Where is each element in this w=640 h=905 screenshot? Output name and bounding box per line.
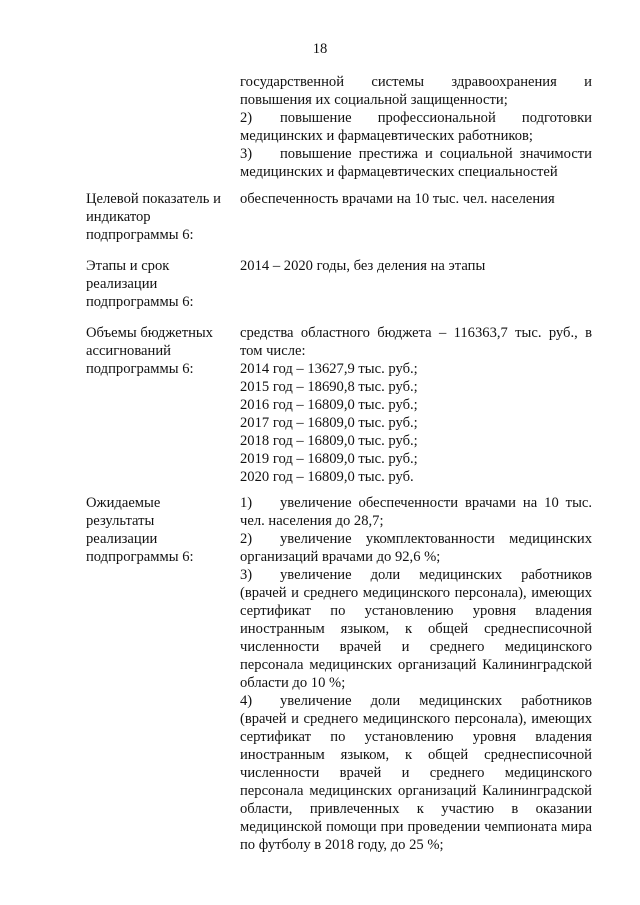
expected-result-3-text: увеличение доли медицинских работников (врачей и среднего медицинского персонала), имеющих сертификат по установлению уровня владения иностранным языком, к общей среднесписочной численности врачей и среднего медицинского персонала медицинских организаций Калининградской области до 10 %; [240, 567, 592, 691]
stages-value: 2014 – 2020 годы, без деления на этапы [240, 258, 486, 274]
stages-label: Этапы и срок реализации подпрограммы 6: [86, 258, 194, 310]
expected-results-label: Ожидаемые результаты реализации подпрограммы 6: [86, 495, 194, 565]
expected-result-1-text: увеличение обеспеченности врачами на 10 тыс. чел. населения до 28,7; [240, 495, 592, 529]
expected-result-4-number: 4) [240, 693, 253, 709]
budget-label: Объемы бюджетных ассигнований подпрограммы 6: [86, 325, 213, 377]
intro-item-2-number: 2) [240, 110, 253, 126]
target-indicator-value: обеспеченность врачами на 10 тыс. чел. населения [240, 191, 555, 207]
intro-block [240, 73, 592, 181]
expected-result-2-text: увеличение укомплектованности медицинских организаций врачами до 92,6 %; [240, 531, 592, 565]
budget-year-2018: 2018 год – 16809,0 тыс. руб.; [240, 433, 418, 449]
expected-results-block [240, 494, 592, 854]
budget-year-2014: 2014 год – 13627,9 тыс. руб.; [240, 361, 418, 377]
target-indicator-label: Целевой показатель и индикатор подпрограммы 6: [86, 191, 221, 243]
budget-year-2015: 2015 год – 18690,8 тыс. руб.; [240, 379, 418, 395]
budget-year-2020: 2020 год – 16809,0 тыс. руб. [240, 469, 414, 485]
expected-result-3 [240, 566, 592, 692]
intro-item-2 [240, 109, 592, 145]
budget-year-2016: 2016 год – 16809,0 тыс. руб.; [240, 397, 418, 413]
expected-result-4 [240, 692, 592, 854]
expected-result-1 [240, 494, 592, 530]
intro-item-3-number: 3) [240, 146, 253, 162]
budget-intro: средства областного бюджета – 116363,7 тыс. руб., в том числе: [240, 325, 592, 359]
budget-year-2019: 2019 год – 16809,0 тыс. руб.; [240, 451, 418, 467]
budget-year-2017: 2017 год – 16809,0 тыс. руб.; [240, 415, 418, 431]
expected-result-3-number: 3) [240, 567, 253, 583]
budget-block [240, 324, 592, 486]
intro-item-1 [240, 73, 592, 109]
intro-item-1-text: государственной системы здравоохранения и повышения их социальной защищенности; [240, 74, 592, 108]
expected-result-2-number: 2) [240, 531, 253, 547]
expected-result-1-number: 1) [240, 495, 253, 511]
page-number: 18 [312, 41, 328, 57]
intro-item-2-text: повышение профессиональной подготовки медицинских и фармацевтических работников; [240, 110, 592, 144]
expected-result-2 [240, 530, 592, 566]
intro-item-3-text: повышение престижа и социальной значимости медицинских и фармацевтических специальностей [240, 146, 592, 180]
expected-result-4-text: увеличение доли медицинских работников (врачей и среднего медицинского персонала), имеющих сертификат по установлению уровня владения иностранным языком, к общей среднесписочной численности врачей и среднего медицинского персонала медицинских организаций Калининградской области, привлеченных к участию в оказании медицинской помощи при проведении чемпионата мира по футболу в 2018 году, до 25 %; [240, 693, 592, 853]
intro-item-3 [240, 145, 592, 181]
